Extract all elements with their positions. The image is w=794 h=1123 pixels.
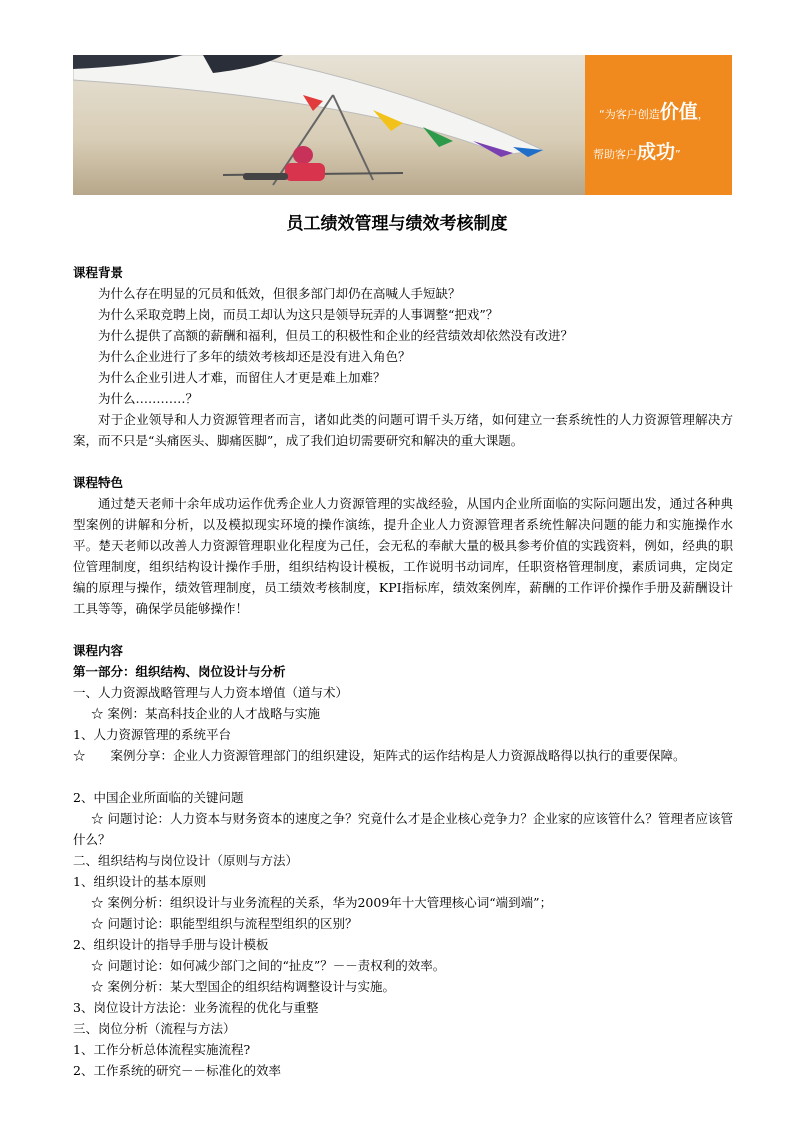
outline-item-1-case: ☆ 案例：某高科技企业的人才战略与实施 [91, 706, 320, 721]
outline-item-2-3: 3、岗位设计方法论：业务流程的优化与重整 [73, 1000, 319, 1015]
outline-item-2-2-case: ☆ 案例分析：某大型国企的组织结构调整设计与实施。 [91, 979, 395, 994]
outline-item-1-2-discussion: ☆ 问题讨论：人力资本与财务资本的速度之争？究竟什么才是企业核心竞争力？企业家的应该管什么？管理者应该管什么？ [73, 811, 733, 847]
outline-item-2-2: 2、组织设计的指导手册与设计模板 [73, 937, 269, 952]
question-4: 为什么企业进行了多年的绩效考核却还是没有进入角色？ [98, 349, 411, 364]
header-banner [73, 55, 732, 195]
question-5: 为什么企业引进人才难，而留住人才更是难上加难？ [98, 370, 386, 385]
outline-item-2-2-discussion: ☆ 问题讨论：如何减少部门之间的“扯皮”？－－责权利的效率。 [91, 958, 446, 973]
section-heading-content: 课程内容 [73, 643, 124, 658]
slogan-panel [585, 55, 732, 195]
slogan-line-2: 帮助客户成功” [593, 141, 681, 163]
outline-item-2-1-case: ☆ 案例分析：组织设计与业务流程的关系，华为2009年十大管理核心词“端到端”； [91, 895, 553, 910]
question-6: 为什么…………？ [98, 391, 199, 406]
question-2: 为什么采取竞聘上岗，而员工却认为这只是领导玩弄的人事调整“把戏”？ [98, 307, 499, 322]
section-heading-background: 课程背景 [73, 265, 124, 280]
outline-item-1-2: 2、中国企业所面临的关键问题 [73, 790, 244, 805]
outline-item-2-1-discussion: ☆ 问题讨论：职能型组织与流程型组织的区别？ [91, 916, 358, 931]
question-1: 为什么存在明显的冗员和低效，但很多部门却仍在高喊人手短缺？ [98, 286, 461, 301]
outline-item-1-1-case: ☆ 案例分享：企业人力资源管理部门的组织建设，矩阵式的运作结构是人力资源战略得以执行的重要保障。 [73, 748, 686, 763]
part-1-heading: 第一部分：组织结构、岗位设计与分析 [73, 664, 286, 679]
outline-item-3-2: 2、工作系统的研究－－标准化的效率 [73, 1063, 281, 1078]
background-paragraph: 对于企业领导和人力资源管理者而言，诸如此类的问题可谓千头万绪，如何建立一套系统性的人力资源管理解决方案，而不只是“头痛医头、脚痛医脚”，成了我们迫切需要研究和解决的重大课题。 [73, 412, 733, 448]
outline-item-1: 一、人力资源战略管理与人力资本增值（道与术） [73, 685, 349, 700]
outline-item-3: 三、岗位分析（流程与方法） [73, 1021, 236, 1036]
document-title: 员工绩效管理与绩效考核制度 [286, 214, 508, 234]
question-3: 为什么提供了高额的薪酬和福利，但员工的积极性和企业的经营绩效却依然没有改进？ [98, 328, 574, 343]
features-paragraph: 通过楚天老师十余年成功运作优秀企业人力资源管理的实战经验，从国内企业所面临的实际问题出发，通过各种典型案例的讲解和分析，以及模拟现实环境的操作演练，提升企业人力资源管理者系统性解决问题的能力和实施操作水平。楚天老师以改善人力资源管理职业化程度为己任，会无私的奉献大量的极具参考价值的实践资料，例如，经典的职位管理制度，组织结构设计操作手册，组织结构设计模板，工作说明书动词库，任职资格管理制度，素质词典，定岗定编的原理与操作，绩效管理制度，员工绩效考核制度，KPI指标库，绩效案例库，薪酬的工作评价操作手册及薪酬设计工具等等，确保学员能够操作！ [73, 496, 733, 616]
slogan-line-1: “为客户创造价值， [599, 101, 709, 123]
outline-item-2: 二、组织结构与岗位设计（原则与方法） [73, 853, 299, 868]
section-heading-features: 课程特色 [73, 475, 124, 490]
hang-glider-photo [73, 55, 585, 195]
outline-item-2-1: 1、组织设计的基本原则 [73, 874, 206, 889]
outline-item-3-1: 1、工作分析总体流程实施流程? [73, 1042, 251, 1057]
outline-item-1-1: 1、人力资源管理的系统平台 [73, 727, 231, 742]
